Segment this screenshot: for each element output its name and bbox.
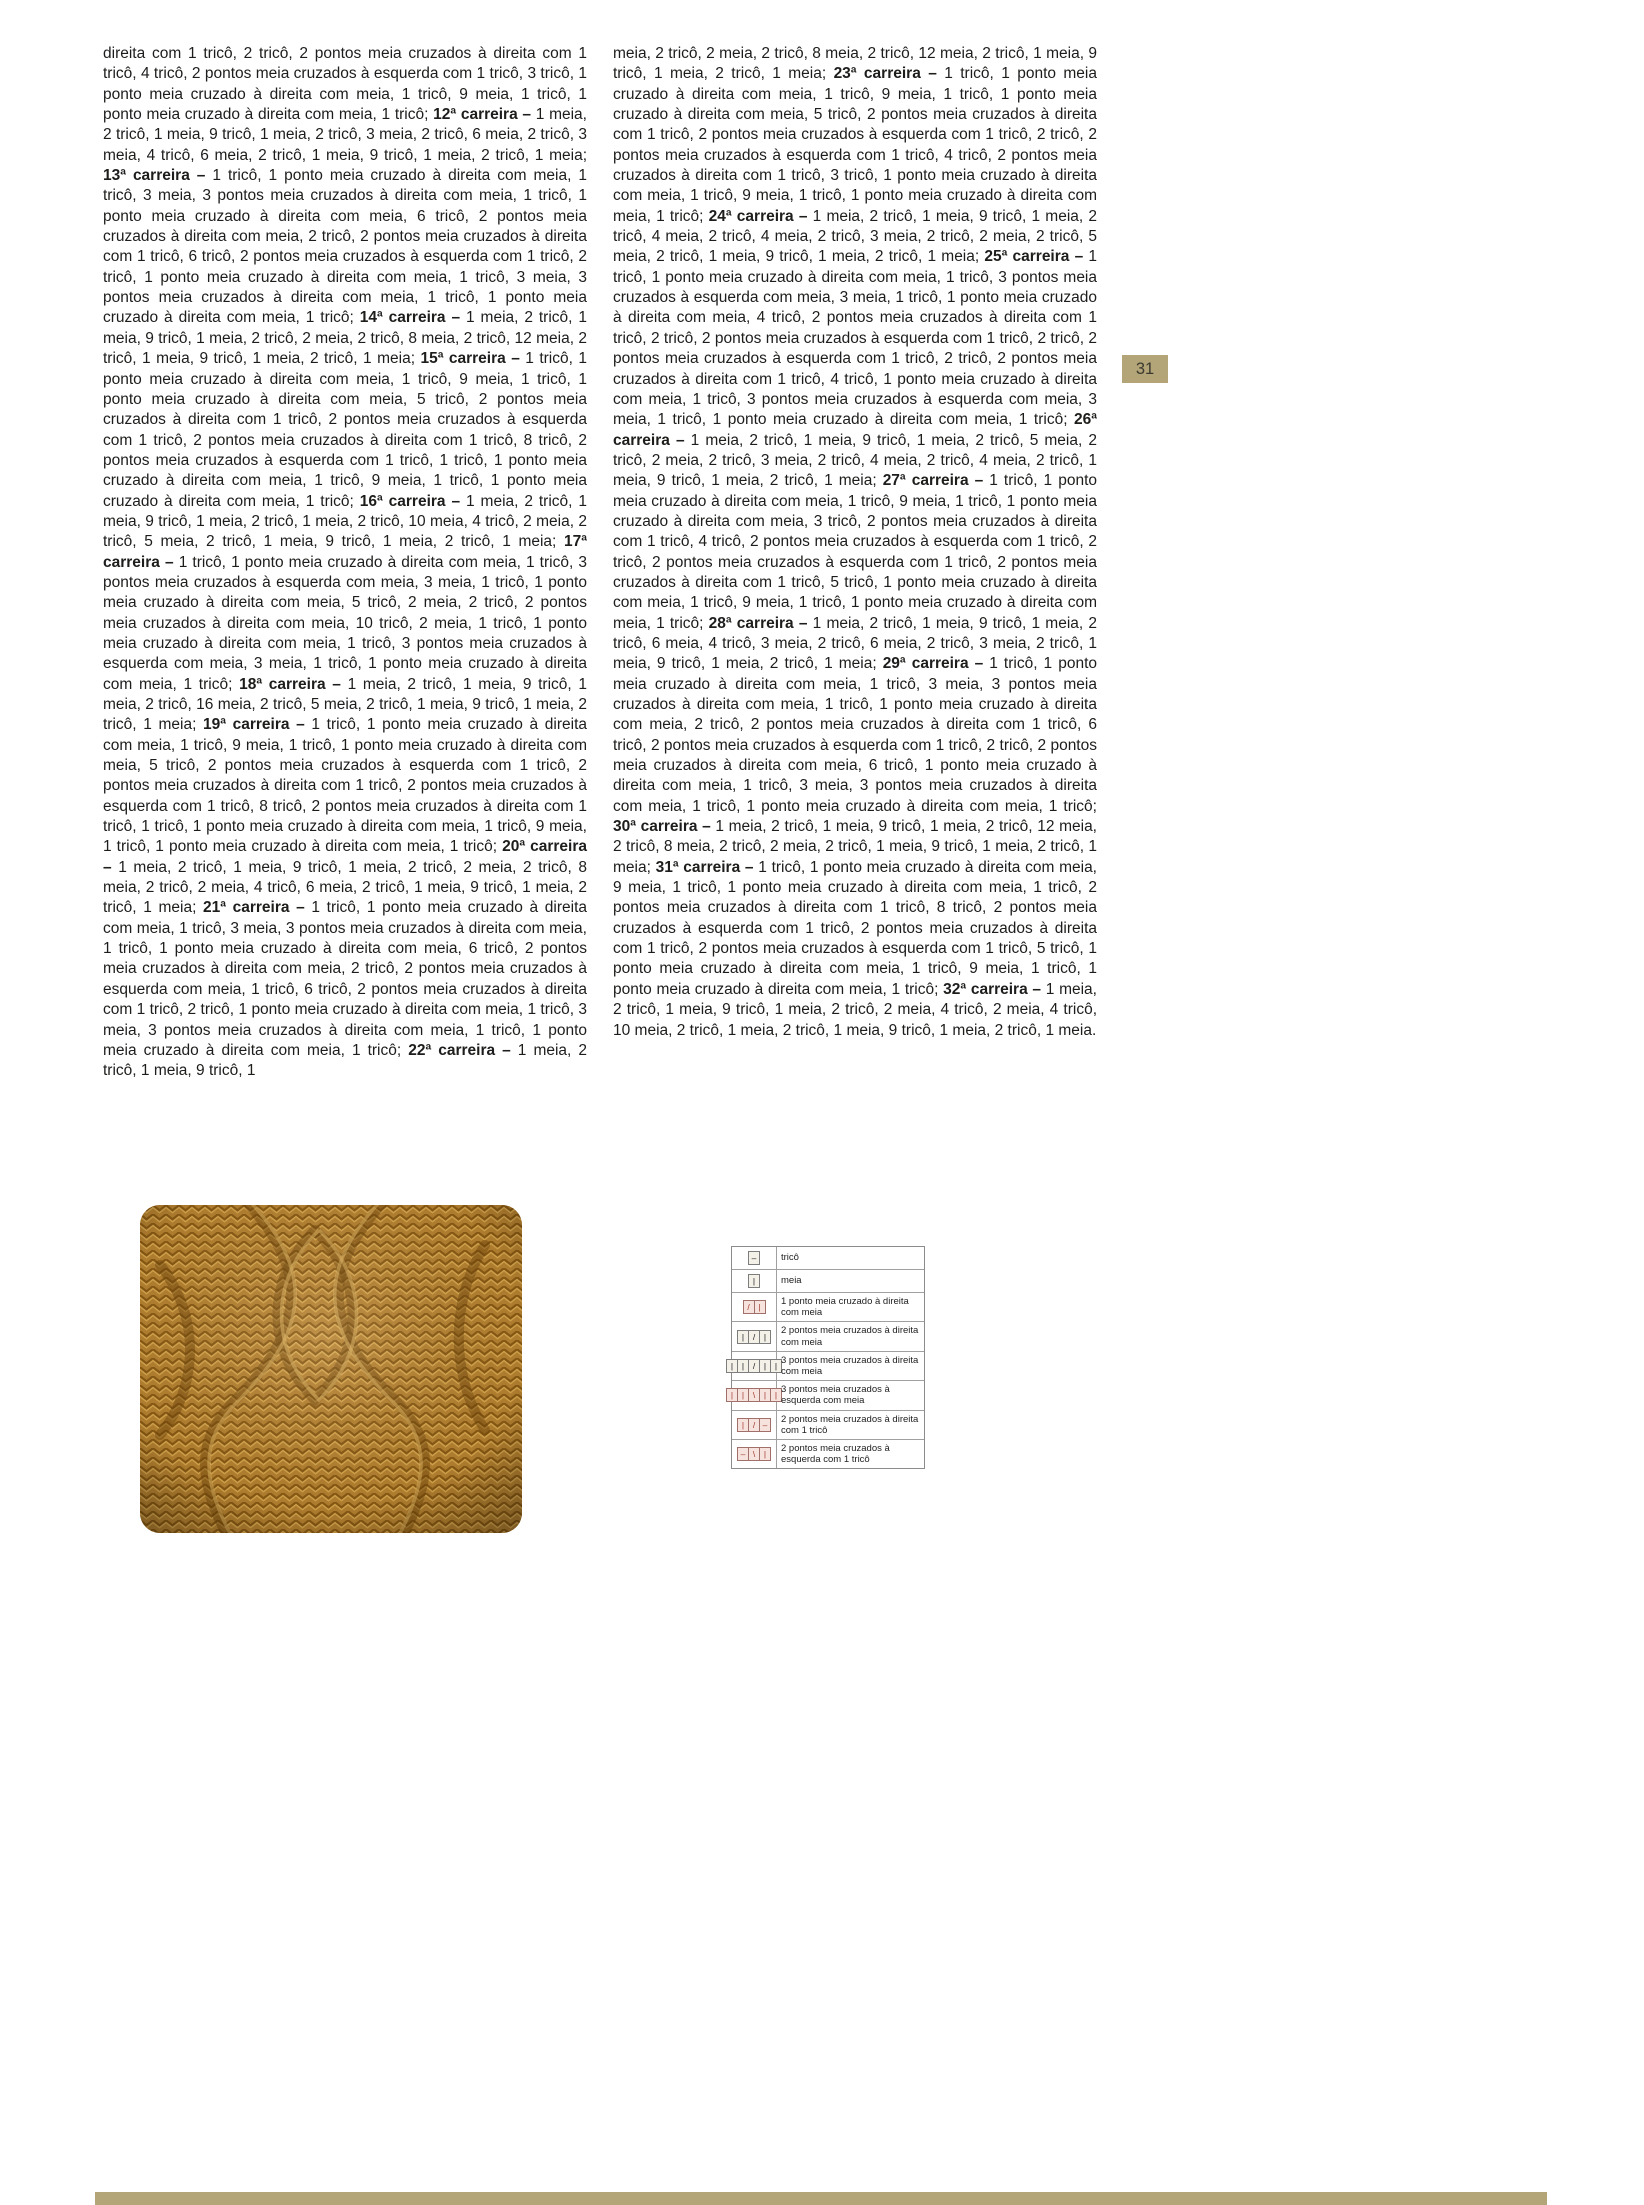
row-marker: 18ª carreira – (239, 675, 348, 693)
row-marker: 27ª carreira – (882, 472, 990, 490)
instruction-text: 1 meia, 2 tricô, 1 meia, 9 tricô, 1 meia, 2 tricô, 12 meia, 2 tricô, 8 meia, 2 tricô, 2 meia, 2 tricô, 1 meia, 9 tricô, 1 meia, 2 tricô, 1 meia; (613, 818, 1097, 876)
symbol-cell: | (759, 1359, 771, 1373)
instruction-text: 1 meia, 2 tricô, 1 meia, 9 tricô, 1 meia, 2 tricô, 5 meia, 2 tricô, 2 meia, 2 tricô, 3 meia, 2 tricô, 4 meia, 2 tricô, 4 meia, 2 tricô, 1 meia, 9 tricô, 1 meia, 2 tricô, 1 meia; (613, 431, 1097, 490)
instruction-text: 1 meia, 2 tricô, 1 meia, 9 tricô, 1 meia, 2 tricô, 1 meia, 2 tricô, 10 meia, 4 tricô, 2 meia, 2 tricô, 5 meia, 2 tricô, 1 meia, 9 tricô, 1 meia, 2 tricô, 1 meia; (103, 492, 588, 551)
legend-label: meia (781, 1275, 802, 1287)
instruction-text: 1 tricô, 1 ponto meia cruzado à direita com meia, 1 tricô, 3 pontos meia cruzados à esquerda com meia, 3 meia, 1 tricô, 1 ponto meia cruzado à direita com meia, 5 tricô, 2 meia, 2 tricô, 2 pontos meia cruzados à direita com meia, 10 tricô, 2 meia, 1 tricô, 1 ponto meia cruzado à direita com meia, 1 tricô, 3 pontos meia cruzados à esquerda com meia, 3 meia, 1 tricô, 1 ponto meia cruzado à direita com meia, 1 tricô; (103, 553, 587, 693)
symbol-cell: | (770, 1359, 782, 1373)
instruction-text: 1 tricô, 1 ponto meia cruzado à direita com meia, 1 tricô, 9 meia, 1 tricô, 1 ponto meia cruzado à direita com meia, 3 tricô, 2 pontos meia cruzados à direita com 1 tricô, 4 tricô, 2 pontos meia cruzados à esquerda com 1 tricô, 2 tricô, 2 pontos meia cruzados à esquerda com 1 tricô, 2 pontos meia cruzados à direita com 1 tricô, 5 tricô, 1 ponto meia cruzado à direita com meia, 1 tricô, 9 meia, 1 tricô, 1 ponto meia cruzado à direita com meia, 1 tricô; (613, 472, 1098, 632)
row-marker: 22ª carreira – (408, 1041, 518, 1059)
symbol-cell: / (748, 1330, 760, 1344)
instruction-text: 1 tricô, 1 ponto meia cruzado à direita com meia, 1 tricô, 3 meia, 3 pontos meia cruzados à direita com meia, 1 tricô, 1 ponto meia cruzado à direita com meia, 2 tricô, 2 pontos meia cruzados à direita com 1 tricô, 6 tricô, 2 pontos meia cruzados à esquerda com 1 tricô, 2 tricô, 2 pontos meia cruzados à direita com meia, 6 tricô, 1 ponto meia cruzado à direita com meia, 1 tricô, 3 meia, 3 pontos meia cruzados à direita com meia, 1 tricô, 1 ponto meia cruzado à direita com meia, 1 tricô; (613, 655, 1098, 815)
legend-label: tricô (781, 1252, 799, 1264)
symbol-cell: / (743, 1300, 755, 1314)
legend-label: 3 pontos meia cruzados à direita com meia (781, 1354, 919, 1378)
symbol-cell: | (726, 1359, 738, 1373)
instruction-text: 1 meia, 2 tricô, 1 meia, 9 tricô, 1 meia, 2 tricô, 6 meia, 4 tricô, 3 meia, 2 tricô, 6 meia, 2 tricô, 3 meia, 2 tricô, 1 meia, 9 tricô, 1 meia, 2 tricô, 1 meia; (613, 614, 1098, 673)
legend-label: 2 pontos meia cruzados à esquerda com 1 tricô (781, 1443, 890, 1466)
instruction-text: 1 tricô, 1 ponto meia cruzado à direita com meia, 1 tricô, 3 meia, 3 pontos meia cruzados à direita com meia, 1 tricô, 1 ponto meia cruzado à direita com meia, 6 tricô, 2 pontos meia cruzados à direita com meia, 2 tricô, 2 pontos meia cruzados à direita com 1 tricô, 6 tricô, 2 pontos meia cruzados à esquerda com 1 tricô, 2 tricô, 1 ponto meia cruzado à direita com meia, 1 tricô, 3 meia, 3 pontos meia cruzados à direita com meia, 1 tricô, 1 ponto meia cruzado à direita com meia, 1 tricô; (103, 167, 587, 327)
knitted-swatch-photo (140, 1205, 522, 1533)
legend-label: 2 pontos meia cruzados à direita com meia (781, 1325, 919, 1348)
symbol-cell: | (759, 1447, 771, 1461)
row-marker: 30ª carreira – (613, 818, 716, 836)
row-marker: 31ª carreira – (655, 858, 759, 876)
text-column-left (103, 44, 587, 1082)
row-marker: 20ª carreira – (103, 838, 587, 876)
symbol-cell: | (754, 1300, 766, 1314)
symbol-cell: | (748, 1274, 760, 1288)
row-marker: 29ª carreira – (882, 655, 990, 673)
legend-label: 1 ponto meia cruzado à direita com meia (781, 1296, 909, 1319)
symbol-cell: | (737, 1418, 749, 1432)
row-marker: 23ª carreira – (833, 65, 945, 83)
instruction-text: 1 tricô, 1 ponto meia cruzado à direita com meia, 9 meia, 1 tricô, 1 ponto meia cruzado à direita com meia, 1 tricô, 2 pontos meia cruzados à direita com 1 tricô, 8 tricô, 2 pontos meia cruzados à esquerda com 1 tricô, 2 pontos meia cruzados à direita com 1 tricô, 2 pontos meia cruzados à esquerda com 1 tricô, 5 tricô, 1 ponto meia cruzado à direita com meia, 1 tricô, 9 meia, 1 tricô, 1 ponto meia cruzado à direita com meia, 1 tricô; (613, 858, 1097, 998)
instruction-text: 1 meia, 2 tricô, 1 meia, 9 tricô, 1 meia, 2 tricô, 2 meia, 2 tricô, 8 meia, 2 tricô, 2 meia, 4 tricô, 6 meia, 2 tricô, 1 meia, 9 tricô, 1 meia, 2 tricô, 1 meia; (103, 858, 587, 917)
instruction-text: 1 tricô, 1 ponto meia cruzado à direita com meia, 1 tricô, 9 meia, 1 tricô, 1 ponto meia cruzado à direita com meia, 5 tricô, 2 pontos meia cruzados à direita com 1 tricô, 2 pontos meia cruzados à esquerda com 1 tricô, 2 pontos meia cruzados à direita com 1 tricô, 8 tricô, 2 pontos meia cruzados à esquerda com 1 tricô, 1 tricô, 1 ponto meia cruzado à direita com meia, 1 tricô, 9 meia, 1 tricô, 1 ponto meia cruzado à direita com meia, 1 tricô; (103, 350, 587, 510)
row-marker: 13ª carreira – (103, 167, 213, 185)
symbol-cell: | (759, 1388, 771, 1402)
legend-row (732, 1439, 924, 1468)
row-marker: 12ª carreira – (433, 106, 536, 124)
row-marker: 15ª carreira – (420, 350, 526, 368)
instruction-text: 1 meia, 2 tricô, 1 meia, 9 tricô, 1 meia, 2 tricô, 2 meia, 2 tricô, 8 meia, 2 tricô, 12 meia, 2 tricô, 1 meia, 9 tricô, 1 meia, 2 tricô, 1 meia; (103, 309, 588, 368)
legend-row (732, 1292, 924, 1321)
instruction-text: 1 tricô, 1 ponto meia cruzado à direita com meia, 1 tricô, 3 pontos meia cruzados à esquerda com meia, 3 meia, 1 tricô, 1 ponto meia cruzado à direita com meia, 4 tricô, 2 pontos meia cruzados à direita com 1 tricô, 2 tricô, 2 pontos meia cruzados à esquerda com 1 tricô, 2 tricô, 2 pontos meia cruzados à esquerda com 1 tricô, 2 tricô, 2 pontos meia cruzados à direita com 1 tricô, 4 tricô, 1 ponto meia cruzado à direita com meia, 1 tricô, 3 pontos meia cruzados à esquerda com meia, 3 meia, 1 tricô, 1 ponto meia cruzado à direita com meia, 1 tricô; (613, 248, 1097, 429)
instruction-text: 1 tricô, 1 ponto meia cruzado à direita com meia, 1 tricô, 9 meia, 1 tricô, 1 ponto meia cruzado à direita com meia, 5 tricô, 2 pontos meia cruzados à esquerda com 1 tricô, 2 pontos meia cruzados à direita com 1 tricô, 2 pontos meia cruzados à esquerda com 1 tricô, 8 tricô, 2 pontos meia cruzados à direita com 1 tricô, 1 tricô, 1 ponto meia cruzado à direita com meia, 1 tricô, 9 meia, 1 tricô, 1 ponto meia cruzado à direita com meia, 1 tricô; (103, 716, 587, 856)
symbol-cell: | (737, 1359, 749, 1373)
stitch-symbol-icon (732, 1293, 777, 1321)
instruction-text: 1 meia, 2 tricô, 1 meia, 9 tricô, 1 meia, 2 tricô, 4 meia, 2 tricô, 4 meia, 2 tricô, 3 meia, 2 tricô, 2 meia, 2 tricô, 5 meia, 2 tricô, 1 meia, 9 tricô, 1 meia, 2 tricô, 1 meia; (613, 207, 1098, 266)
row-marker: 28ª carreira – (708, 614, 813, 632)
symbol-cell: / (748, 1418, 760, 1432)
symbol-cell: – (737, 1447, 749, 1461)
row-marker: 16ª carreira – (359, 492, 466, 510)
row-marker: 17ª carreira – (103, 533, 587, 571)
footer-rule (95, 2192, 1547, 2205)
stitch-legend-table (731, 1246, 925, 1469)
symbol-cell: \ (748, 1388, 760, 1402)
legend-row (732, 1351, 924, 1380)
row-marker: 25ª carreira – (984, 248, 1089, 266)
instruction-text: 1 meia, 2 tricô, 1 meia, 9 tricô, 1 meia, 2 tricô, 3 meia, 2 tricô, 6 meia, 2 tricô, 3 meia, 4 tricô, 6 meia, 2 tricô, 1 meia, 9 tricô, 1 meia, 2 tricô, 1 meia; (103, 106, 587, 164)
text-column-right (613, 44, 1097, 1041)
stitch-symbol-icon (732, 1440, 777, 1468)
row-marker: 21ª carreira – (203, 899, 312, 917)
symbol-cell: | (737, 1388, 749, 1402)
instruction-text: 1 tricô, 1 ponto meia cruzado à direita com meia, 1 tricô, 3 meia, 3 pontos meia cruzados à direita com meia, 1 tricô, 1 ponto meia cruzado à direita com meia, 6 tricô, 2 pontos meia cruzados à direita com meia, 2 tricô, 2 pontos meia cruzados à esquerda com meia, 1 tricô, 6 tricô, 2 pontos meia cruzados à direita com 1 tricô, 2 tricô, 1 ponto meia cruzado à direita com meia, 1 tricô, 3 meia, 3 pontos meia cruzados à direita com meia, 1 tricô, 1 ponto meia cruzado à direita com meia, 1 tricô; (103, 899, 587, 1059)
instruction-text: 1 meia, 2 tricô, 1 meia, 9 tricô, 1 (103, 1041, 587, 1080)
stitch-symbol-icon (732, 1322, 777, 1350)
instruction-text: 1 tricô, 1 ponto meia cruzado à direita com meia, 1 tricô, 9 meia, 1 tricô, 1 ponto meia cruzado à direita com meia, 5 tricô, 2 pontos meia cruzados à direita com 1 tricô, 2 pontos meia cruzados à esquerda com 1 tricô, 2 tricô, 2 pontos meia cruzados à esquerda com 1 tricô, 4 tricô, 2 pontos meia cruzados à direita com 1 tricô, 3 tricô, 1 ponto meia cruzado à direita com meia, 1 tricô, 9 meia, 1 tricô, 1 ponto meia cruzado à direita com meia, 1 tricô; (613, 65, 1097, 225)
stitch-symbol-icon (732, 1270, 777, 1292)
legend-row (732, 1321, 924, 1350)
instruction-text: 1 meia, 2 tricô, 1 meia, 9 tricô, 1 meia, 2 tricô, 2 meia, 4 tricô, 2 meia, 4 tricô, 10 meia, 2 tricô, 1 meia, 2 tricô, 1 meia, 9 tricô, 1 meia, 2 tricô, 1 meia. (613, 980, 1097, 1039)
legend-row (732, 1269, 924, 1292)
stitch-symbol-icon (732, 1352, 777, 1380)
legend-label: 2 pontos meia cruzados à direita com 1 tricô (781, 1413, 919, 1436)
symbol-cell: | (737, 1330, 749, 1344)
row-marker: 26ª carreira – (613, 411, 1097, 449)
legend-row (732, 1380, 924, 1409)
row-marker: 24ª carreira – (708, 207, 813, 225)
page-number-badge: 31 (1122, 355, 1168, 383)
legend-label: 3 pontos meia cruzados à esquerda com meia (781, 1384, 890, 1407)
stitch-symbol-icon (732, 1247, 777, 1269)
stitch-symbol-icon (732, 1411, 777, 1439)
knit-texture-svg (140, 1205, 522, 1533)
symbol-cell: – (759, 1418, 771, 1432)
row-marker: 19ª carreira – (203, 716, 312, 734)
row-marker: 14ª carreira – (359, 309, 466, 327)
symbol-cell: \ (748, 1447, 760, 1461)
symbol-cell: / (748, 1359, 760, 1373)
legend-row (732, 1247, 924, 1269)
stitch-symbol-icon (732, 1381, 777, 1409)
symbol-cell: | (726, 1388, 738, 1402)
symbol-cell: – (748, 1251, 760, 1265)
legend-row (732, 1410, 924, 1439)
instruction-text: meia, 2 tricô, 2 meia, 2 tricô, 8 meia, 2 tricô, 12 meia, 2 tricô, 1 meia, 9 tricô, 1 meia, 2 tricô, 1 meia; (613, 45, 1097, 83)
instruction-text: direita com 1 tricô, 2 tricô, 2 pontos meia cruzados à direita com 1 tricô, 4 tricô, 2 pontos meia cruzados à esquerda com 1 tricô, 3 tricô, 1 ponto meia cruzado à direita com meia, 1 tricô, 9 meia, 1 tricô, 1 ponto meia cruzado à direita com meia, 1 tricô; (103, 45, 587, 124)
symbol-cell: | (770, 1388, 782, 1402)
row-marker: 32ª carreira – (943, 980, 1046, 998)
symbol-cell: | (759, 1330, 771, 1344)
instruction-text: 1 meia, 2 tricô, 1 meia, 9 tricô, 1 meia, 2 tricô, 16 meia, 2 tricô, 5 meia, 2 tricô, 1 meia, 9 tricô, 1 meia, 2 tricô, 1 meia; (103, 675, 588, 734)
